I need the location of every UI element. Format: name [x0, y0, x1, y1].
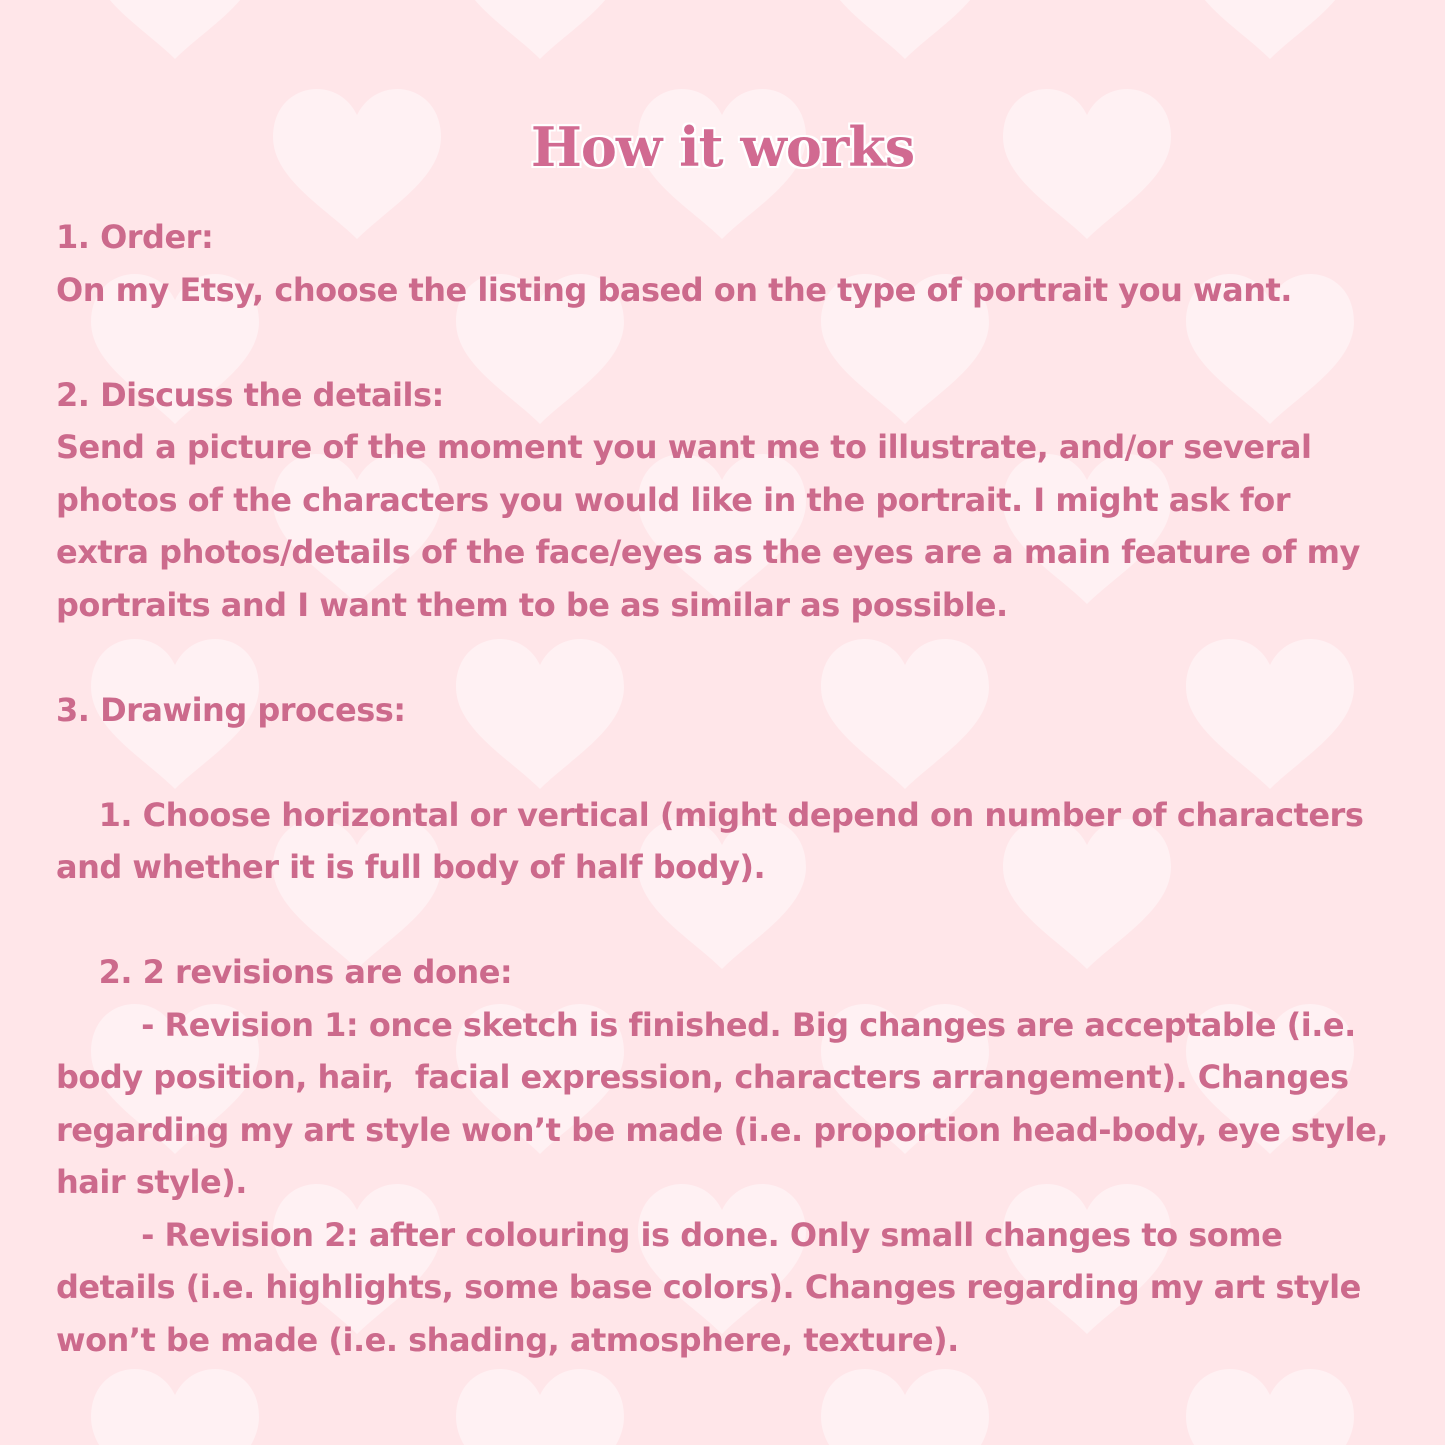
text-line: regarding my art style won’t be made (i.e. proportion head-body, eye style, [56, 1110, 1388, 1149]
text-line: 2. Discuss the details: [56, 375, 444, 414]
instructions-text [56, 211, 1396, 1366]
text-line: hair style). [56, 1163, 247, 1201]
text-line: - Revision 1: once sketch is finished. Big changes are acceptable (i.e. [56, 1005, 1356, 1044]
text-line: 1. Choose horizontal or vertical (might depend on number of characters [56, 795, 1364, 834]
blank-line [56, 736, 1396, 789]
text-line: 2. 2 revisions are done: [56, 953, 513, 991]
text-line: 1. Order: [56, 218, 214, 256]
heart-icon [456, 1369, 624, 1445]
heart-icon [91, 1369, 259, 1445]
page-title: How it works [530, 115, 915, 179]
text-line: extra photos/details of the face/eyes as the eyes are a main feature of my [56, 533, 1360, 571]
heart-icon [821, 1369, 989, 1445]
heart-icon [1186, 0, 1354, 59]
text-line: Send a picture of the moment you want me to illustrate, and/or several [56, 428, 1312, 466]
text-line: details (i.e. highlights, some base colors). Changes regarding my art style [56, 1268, 1361, 1306]
text-line: and whether it is full body of half body). [56, 848, 766, 886]
text-line: won’t be made (i.e. shading, atmosphere, texture). [56, 1320, 959, 1359]
blank-line [56, 631, 1396, 684]
text-line: body position, hair, facial expression, characters arrangement). Changes [56, 1058, 1349, 1096]
text-line: portraits and I want them to be as similar as possible. [56, 585, 1008, 624]
text-line: On my Etsy, choose the listing based on the type of portrait you want. [56, 270, 1292, 309]
text-line: photos of the characters you would like in the portrait. I might ask for [56, 480, 1291, 519]
blank-line [56, 894, 1396, 947]
heart-icon [821, 0, 989, 59]
text-line: - Revision 2: after colouring is done. Only small changes to some [56, 1215, 1283, 1254]
text-line: 3. Drawing process: [56, 690, 406, 729]
heart-icon [456, 0, 624, 59]
heart-icon [91, 0, 259, 59]
heart-icon [1186, 1369, 1354, 1445]
blank-line [56, 316, 1396, 369]
